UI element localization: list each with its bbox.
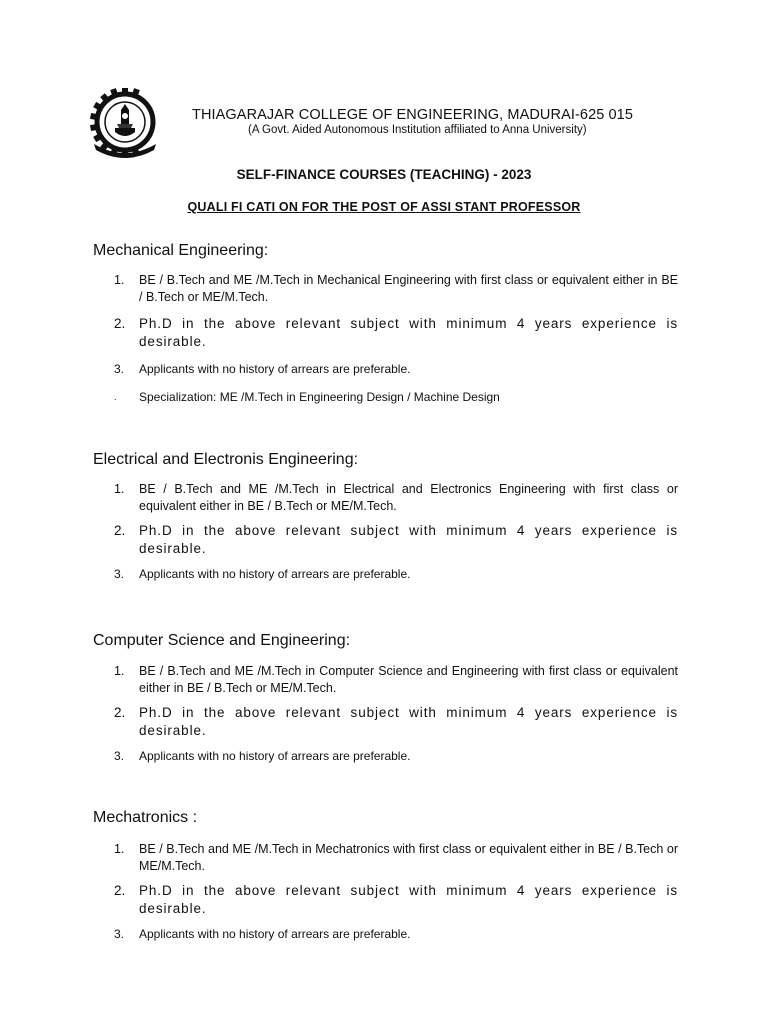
item-number: 3. <box>114 567 125 581</box>
list-item <box>93 704 678 740</box>
list-item <box>93 926 678 943</box>
item-text: Applicants with no history of arrears are preferable. <box>139 927 411 941</box>
item-number: 2. <box>114 316 126 331</box>
item-text: BE / B.Tech and ME /M.Tech in Electrical and Electronics Engineering with first class or equivalent either in BE / B.Tech or ME/M.Tech. <box>139 482 678 513</box>
item-text: Applicants with no history of arrears are preferable. <box>139 567 411 581</box>
item-text: Applicants with no history of arrears are preferable. <box>139 749 411 763</box>
section-computer-science <box>93 632 678 765</box>
college-emblem-icon <box>88 88 162 160</box>
qualification-list <box>93 272 678 406</box>
item-number: 3. <box>114 749 125 763</box>
section-heading: Mechanical Engineering: <box>93 242 269 259</box>
qualification-list <box>93 663 678 765</box>
institution-affiliation: (A Govt. Aided Autonomous Institution affiliated to Anna University) <box>248 124 587 136</box>
list-item <box>93 566 678 583</box>
item-number: 2. <box>114 705 126 720</box>
item-number: 3. <box>114 362 125 376</box>
list-item <box>93 748 678 765</box>
list-item <box>93 481 678 515</box>
item-text: BE / B.Tech and ME /M.Tech in Mechatronics with first class or equivalent either in BE / B.Tech or ME/M.Tech. <box>139 842 678 873</box>
item-text: Ph.D in the above relevant subject with minimum 4 years experience is desirable. <box>139 316 678 349</box>
item-text: BE / B.Tech and ME /M.Tech in Mechanical Engineering with first class or equivalent either in BE / B.Tech or ME/M.Tech. <box>139 273 678 304</box>
list-item <box>93 882 678 918</box>
item-number: 1. <box>114 842 125 856</box>
item-text: Applicants with no history of arrears are preferable. <box>139 362 411 376</box>
item-text: Ph.D in the above relevant subject with minimum 4 years experience is desirable. <box>139 705 678 738</box>
list-item <box>93 522 678 558</box>
item-number: 3. <box>114 927 125 941</box>
section-heading: Mechatronics : <box>93 809 198 826</box>
item-text: Ph.D in the above relevant subject with minimum 4 years experience is desirable. <box>139 883 678 916</box>
qualification-list <box>93 841 678 943</box>
item-number: 1. <box>114 482 125 496</box>
section-heading: Electrical and Electronis Engineering: <box>93 451 359 468</box>
document-header <box>88 88 688 168</box>
item-number: 2. <box>114 883 126 898</box>
section-heading: Computer Science and Engineering: <box>93 632 351 649</box>
list-item <box>93 841 678 875</box>
document-subtitle: QUALI FI CATI ON FOR THE POST OF ASSI STANT PROFESSOR <box>187 200 581 214</box>
item-number: 1. <box>114 273 125 287</box>
item-number: . <box>114 392 117 402</box>
list-item <box>93 663 678 697</box>
list-item <box>93 361 678 378</box>
item-text: Specialization: ME /M.Tech in Engineering Design / Machine Design <box>139 390 500 404</box>
document-title: SELF-FINANCE COURSES (TEACHING) - 2023 <box>236 167 532 182</box>
list-item <box>93 389 678 406</box>
section-electrical <box>93 451 678 583</box>
item-text: Ph.D in the above relevant subject with minimum 4 years experience is desirable. <box>139 523 678 556</box>
item-number: 1. <box>114 664 125 678</box>
institution-name: THIAGARAJAR COLLEGE OF ENGINEERING, MADURAI-625 015 <box>192 107 634 123</box>
list-item <box>93 272 678 306</box>
item-text: BE / B.Tech and ME /M.Tech in Computer Science and Engineering with first class or equivalent either in BE / B.Tech or ME/M.Tech. <box>139 664 678 695</box>
list-item <box>93 315 678 351</box>
qualification-list <box>93 481 678 583</box>
item-number: 2. <box>114 523 126 538</box>
section-mechanical <box>93 242 678 406</box>
section-mechatronics <box>93 809 678 943</box>
